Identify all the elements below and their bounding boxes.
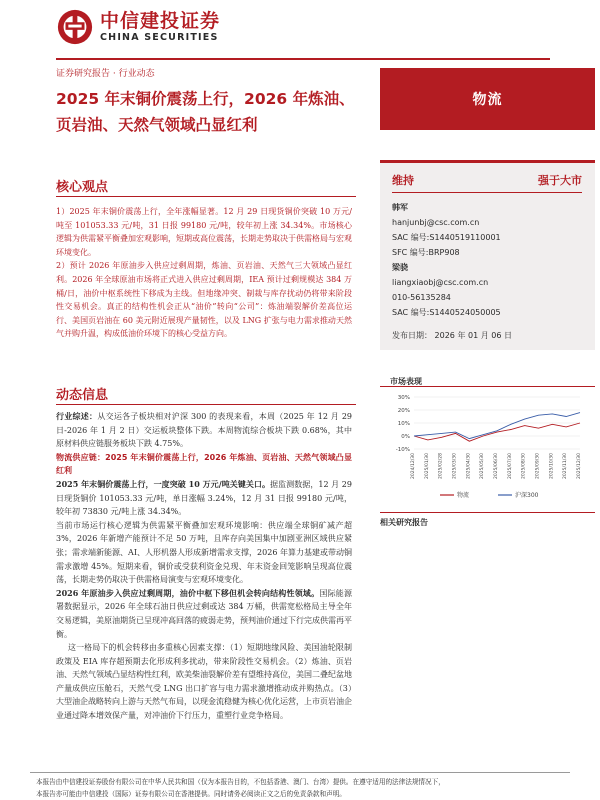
chart-x-tick-label: 2025/07/30: [507, 453, 513, 479]
chart-series-line-csi300: [414, 413, 580, 439]
chart-x-tick-label: 2025/10/30: [549, 453, 555, 479]
core-viewpoints: [56, 205, 352, 341]
industry-name: 物流: [472, 92, 503, 108]
chart-x-tick-label: 2025/06/30: [494, 453, 499, 479]
chart-y-tick-label: 30%: [397, 395, 410, 401]
dynamic-divider: [56, 404, 356, 405]
report-type: 证券研究报告 · 行业动态: [56, 69, 155, 79]
rating-row: [392, 172, 582, 193]
chart-x-tick-label: 2025/09/30: [535, 453, 541, 479]
disclaimer-footer: [36, 776, 566, 800]
chart-x-tick-label: 2025/11/30: [563, 453, 569, 479]
chart-x-tick-label: 2025/01/30: [424, 453, 430, 479]
report-header: [0, 0, 600, 58]
analyst-name: 梁骁: [392, 263, 408, 272]
overview-text: 从交运各子板块相对沪深 300 的表现来看，本周（2025 年 12 月 29 日-2026 年 1 月 2 日）交运板块整体下跌。本周物流综合板块下跌 0.68%，其中原材料供应链服务板块下跌 4.75%。: [56, 412, 352, 449]
header-divider: [56, 58, 550, 60]
footer-line-1: 本报告由中信建投证券股份有限公司在中华人民共和国（仅为本报告目的，不包括香港、澳门、台湾）提供。在遵守适用的法律法规情况下，: [36, 778, 445, 786]
chart-y-tick-label: 10%: [397, 421, 410, 427]
chart-x-tick-label: 2025/05/30: [480, 453, 486, 479]
chart-x-tick-label: 2025/03/30: [452, 453, 458, 479]
market-performance-chart: [380, 387, 595, 502]
chart-y-tick-label: 20%: [397, 408, 410, 414]
overview-paragraph: [56, 410, 352, 451]
dynamic-content: [56, 410, 352, 723]
analyst-list: [392, 200, 592, 320]
copper-lead: 2025 年末铜价震荡上行，一度突破 10 万元/吨关键关口。: [56, 478, 271, 489]
analyst-email[interactable]: liangxiaobj@csc.com.cn: [392, 278, 489, 287]
analyst-name: 韩军: [392, 203, 408, 212]
publish-date: 发布日期： 2026 年 01 月 06 日: [392, 331, 512, 340]
chart-y-tick-label: 0%: [401, 434, 410, 440]
rating-label: 维持: [392, 174, 414, 187]
chart-x-tick-label: 2024/12/30: [411, 453, 416, 479]
industry-tag: [380, 68, 595, 130]
copper-paragraph: [56, 478, 352, 519]
rating-box-divider: [380, 160, 595, 163]
analyst-sac: SAC 编号:S1440519110001: [392, 233, 501, 242]
oil-text: 国际能源署数据显示，2026 年全球石油日供应过剩或达 384 万桶，供需宽松格局主导全年交易逻辑，美原油期货已呈现冲高回落的疲弱走势，预判油价通过下行完成供需再平衡。: [56, 588, 352, 639]
chart-legend-label: 沪深300: [515, 492, 539, 499]
footer-line-2: 本报告亦可能由中信建投（国际）证券有限公司在香港提供。同时请务必阅读正文之后的免责条款和声明。: [36, 790, 346, 798]
dynamic-heading: 动态信息: [56, 388, 109, 403]
oil-paragraph: [56, 587, 352, 641]
market-chart-container: [380, 386, 595, 501]
related-reports-title: 相关研究报告: [380, 512, 595, 528]
china-securities-logo-icon: [56, 8, 94, 46]
supply-demand-paragraph: 当前市场运行核心逻辑为供需紧平衡叠加宏观环境影响：供应端全球铜矿减产超 3%，2026 年新增产能预计不足 50 万吨，且库存向美国集中加剧亚洲区域供应紧张；需求端新能源、AI、人形机器人形成新增需求支撑，2026 年算力基建或带动铜需求激增 45%。短期来看，铜价或受获利资金兑现、年末资金回笼影响呈现高位震荡，长期走势仍取决于供需格局演变与宏观环境变化。: [56, 520, 352, 585]
chart-legend-label: 物流: [457, 492, 470, 499]
logo-chinese-name: 中信建投证券: [100, 10, 221, 32]
core-paragraph: 1）2025 年末铜价震荡上行，全年涨幅显著。12 月 29 日现货铜价突破 10 万元/吨至 101053.33 元/吨，31 日报 99180 元/吨，较年初上涨 34.34%。市场核心逻辑为供需紧平衡叠加宏观影响，短期或高位震荡，长期走势取决于供需格局与宏观环境变化。: [56, 207, 352, 257]
oil-lead: 2026 年原油步入供应过剩周期，油价中枢下移但机会转向结构性领域。: [56, 587, 320, 598]
footer-divider: [30, 772, 570, 773]
copper-text: 据监测数据，12 月 29 日现货铜价 101053.33 元/吨，单日涨幅 3.24%，12 月 31 日报 99180 元/吨，较年初 73830 元/吨上涨 34.34%。: [56, 479, 352, 517]
analyst-phone: 010-56135284: [392, 293, 451, 302]
overview-label: 行业综述：: [56, 411, 98, 421]
chart-x-tick-label: 2025/02/28: [438, 453, 444, 479]
analyst-email[interactable]: hanjunbj@csc.com.cn: [392, 218, 480, 227]
report-title: 2025 年末铜价震荡上行，2026 年炼油、页岩油、天然气领域凸显红利: [56, 90, 355, 134]
chart-x-tick-label: 2025/12/30: [577, 453, 582, 479]
core-paragraph: 2）预计 2026 年原油步入供应过剩周期，炼油、页岩油、天然气三大领域凸显红利。2026 年全球原油市场将正式进入供应过剩周期，IEA 预计过剩规模达 384 万桶/日，油价中枢系统性下移成为主线。但地缘冲突、制裁与库存扰动仍将带来阶段性交易机会。真正的结构性机会正从“油价”转向“公司”：炼油端裂解价差高位运行、美国页岩油在 60 美元附近展现产量韧性，以及 LNG 扩张与电力需求推动天然气并购升温，构成低油价环境下的核心受益方向。: [56, 261, 352, 339]
company-logo: [56, 8, 220, 46]
opportunity-paragraph: 这一格局下的机会转移由多重核心因素支撑：（1）短期地缘风险、美国油轮限制政策及 EIA 库存超预期去化形成利多扰动，带来阶段性交易机会。（2）炼油、页岩油、天然气领域凸显结构性红利，欧美柴油裂解价差有望维持高位，美国二叠纪盆地产量成供应压舱石，天然气受 LNG 出口扩容与电力需求激增推动成并购热点。（3）大型油企战略转向上游与天然气布局，以现金流稳健为核心优化运营，上市页岩油企业通过降本增效保产量，对冲油价下行压力，重塑行业竞争格局。: [56, 643, 352, 721]
logo-english-name: CHINA SECURITIES: [100, 32, 219, 43]
core-divider: [56, 196, 356, 197]
chart-y-tick-label: -10%: [395, 447, 410, 453]
logistics-sub-heading: 物流供应链：2025 年末铜价震荡上行，2026 年炼油、页岩油、天然气领域凸显红利: [56, 452, 352, 476]
analyst-sac: SAC 编号:S1440524050005: [392, 308, 501, 317]
chart-x-tick-label: 2025/08/30: [521, 453, 527, 479]
chart-x-tick-label: 2025/04/30: [466, 453, 472, 479]
rating-analyst-box: [380, 160, 595, 350]
core-heading: 核心观点: [56, 180, 109, 195]
analyst-sfc: SFC 编号:BRP908: [392, 248, 460, 257]
rating-value: 强于大市: [538, 174, 582, 187]
market-performance-title: 市场表现: [390, 377, 422, 386]
chart-series-line-logistics: [414, 423, 580, 441]
